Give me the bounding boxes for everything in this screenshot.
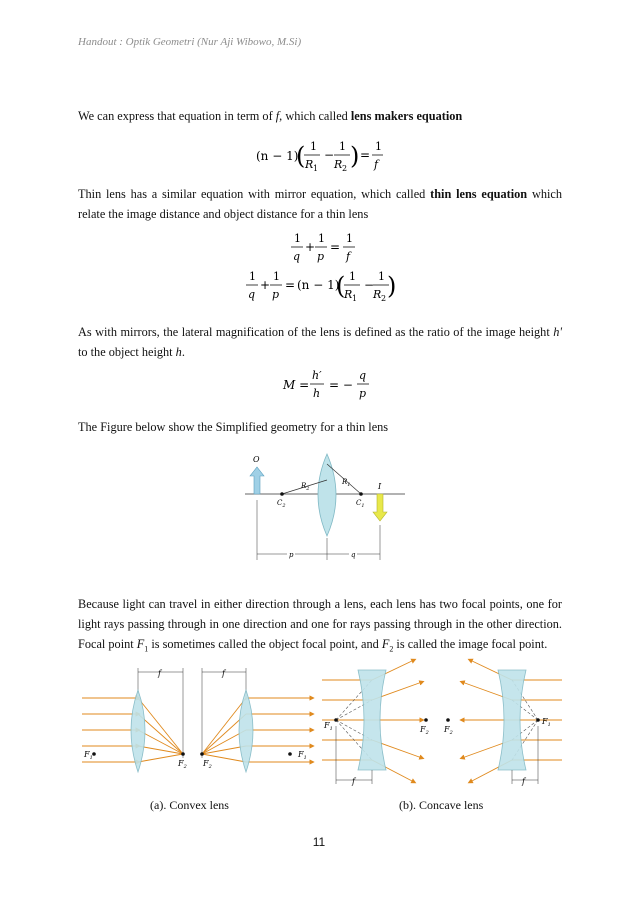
q-label: q [351,551,356,559]
fig2b-F1-left: $F_1$ [324,721,333,732]
eq1-lparen: ( [296,142,306,170]
eq3-equals: = [285,278,296,292]
eq2-f-num: 1 [346,232,353,245]
p-label: p [289,551,294,559]
p2-text: Thin lens has a similar equation with mirror equation, which called [78,187,431,201]
eq2-p-den: p [317,250,325,263]
eq3-b-sub: 2 [381,294,387,303]
eq1-equals: = [360,148,371,162]
caption-concave: (b). Concave lens [399,798,484,812]
eq4-h-den: h [313,387,321,400]
p3-text: As with mirrors, the lateral magnification of the lens is defined as the ratio of the image height [78,325,554,339]
fig2a-F1-right: $F_1$ [298,750,307,761]
object-label: O [253,455,260,464]
paragraph-lens-makers [78,106,562,126]
eq3-a-den: R [344,288,353,301]
p2-term: thin lens equation [430,187,528,201]
concave-lens-figure [322,656,562,790]
eq3-lparen: ( [336,272,346,300]
running-header: Handout : Optik Geometri (Nur Aji Wibowo, M.Si) [78,36,302,48]
fig2b-F1-right: $F_1$ [542,717,551,728]
p5-text-post: is called the image focal point. [393,637,548,651]
eq3-rparen: ) [387,272,397,300]
eq1-b-sub: 2 [342,164,348,173]
eq2-f-den: f [346,250,351,263]
paragraph-thin-lens [78,184,562,224]
thin-lens-geometry-figure [245,450,405,570]
convex-lens-left [131,690,145,772]
eq3-b-den: R [373,288,382,301]
eq2-equals: = [330,240,341,254]
paragraph-focal-points: Because light can travel in either direction through a lens, each lens has two focal points, one for light rays passing through in one direction and one for rays passing through in the other direction. Focal point $F_1$ is sometimes called the object focal point, and $F_2$ is called the image focal point. [78,597,562,654]
eq3-q-num: 1 [249,270,256,283]
eq4-equals-minus: = − [329,378,353,392]
eq1-a-num: 1 [310,140,317,153]
biconvex-lens [318,454,336,536]
p1-text: We can express that equation in term of [78,109,276,123]
center-c1-dot [359,492,363,496]
eq1-r-num: 1 [375,140,382,153]
c2-label: $C_2$ [277,499,286,509]
p5-text: Because light can travel in either direction through a lens, each lens has two focal points, one for light rays passing through in one direction and one for rays passing through in the other direction. Focal point [78,597,562,651]
paragraph-magnification [78,322,562,362]
fig2a-F2-left: $F_2$ [178,759,187,770]
image-label: I [378,482,382,491]
fig2a-f-label-1: f [158,669,161,678]
eq2-q-num: 1 [294,232,301,245]
p3-text-post: . [181,345,185,359]
p3-text-mid: to the object height [78,345,176,359]
eq3-q-den: q [248,288,256,301]
eq1-rparen: ) [350,142,360,170]
fig2b-F2-right: $F_2$ [444,725,453,736]
p1-term: lens makers equation [350,109,463,123]
p1-text-mid: , which called [279,109,351,123]
eq4-p-den: p [359,387,367,400]
eq4-q-num: q [359,369,367,382]
image-arrow-icon [373,494,387,521]
eq3-b-num: 1 [378,270,385,283]
p5-f2: F [381,637,390,651]
combined-lens-equation [245,266,395,306]
c1-label: $C_1$ [356,499,365,509]
p2-text-post: which relate the image distance and object distance for a thin lens [78,187,562,221]
eq3-p-num: 1 [273,270,280,283]
eq4-lhs: M = [283,378,310,392]
r2-label: $R_2$ [301,482,310,492]
thin-lens-equation [290,230,360,266]
p1-var-f: f [275,109,280,123]
eq2-plus: + [305,240,316,254]
r1-label: $R_1$ [342,478,351,488]
eq3-minus: − [364,278,375,292]
eq1-a-den: R [305,158,314,171]
eq3-p-den: p [272,288,280,301]
fig2a-F2-right: $F_2$ [203,759,212,770]
page-number: 11 [312,835,326,849]
p3-var-h: h [175,345,182,359]
eq2-q-den: q [293,250,301,263]
lens-makers-equation [256,136,386,176]
eq3-a-num: 1 [349,270,356,283]
p5-f1: F [136,637,145,651]
eq3-plus: + [260,278,271,292]
object-arrow-icon [250,467,264,494]
convex-lens-right [239,690,253,772]
p3-var-hprime: h' [553,325,562,339]
fig2a-F1-left: $F_1$ [84,750,93,761]
paragraph-figure-intro: The Figure below show the Simplified geometry for a thin lens [78,420,389,434]
eq1-minus: − [324,148,335,162]
eq1-r-den: f [374,158,379,171]
fig2a-f-label-2: f [222,669,225,678]
p5-text-mid: is sometimes called the object focal point, and [148,637,382,651]
caption-convex: (a). Convex lens [150,798,229,812]
eq1-lhs: (n − 1) [256,149,299,163]
eq2-p-num: 1 [318,232,325,245]
eq1-b-num: 1 [339,140,346,153]
convex-lens-figure [82,660,322,790]
fig2b-f-label-2: f [522,777,525,786]
magnification-equation [283,366,373,404]
eq4-h-num: h′ [312,369,322,382]
fig2b-F2-left: $F_2$ [420,725,429,736]
center-c2-dot [280,492,284,496]
fig2b-f-label-1: f [352,777,355,786]
eq1-a-sub: 1 [313,164,319,173]
eq3-n-factor: (n − 1) [297,278,340,292]
eq1-b-den: R [334,158,343,171]
eq3-a-sub: 1 [352,294,358,303]
